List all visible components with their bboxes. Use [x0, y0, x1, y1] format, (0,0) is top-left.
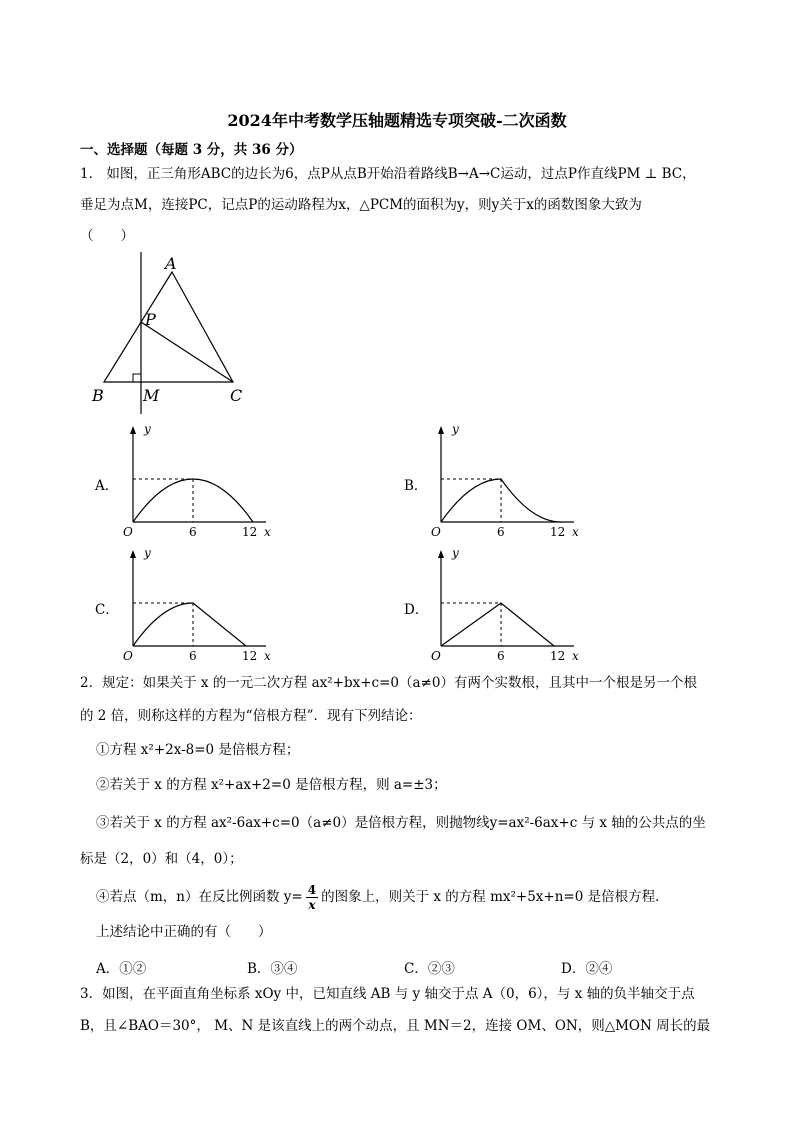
graph-a-y-label: y: [144, 422, 151, 436]
graph-c-x-label: x: [264, 649, 271, 663]
q2-option-a: A．①②: [96, 961, 147, 977]
graph-d: [424, 544, 584, 666]
graph-d-curve: [441, 603, 554, 646]
graph-a-option: A．: [95, 478, 119, 494]
segment-pc: [141, 322, 233, 382]
q2-statement-3b: 标是（2，0）和（4，0）；: [80, 851, 243, 867]
q2-statement-4: [96, 880, 669, 914]
graph-a-tick-12: 12: [242, 525, 258, 539]
section-heading: 一、选择题（每题 3 分，共 36 分）: [80, 142, 303, 158]
right-angle-mark: [133, 374, 141, 382]
q2-option-c: C．②③: [404, 961, 455, 977]
q2-line-2: 的 2 倍，则称这样的方程为“倍根方程”．现有下列结论：: [80, 708, 422, 724]
graph-c-curve: [133, 603, 246, 646]
q2-statement-2: ②若关于 x 的方程 x²+ax+2=0 是倍根方程，则 a=±3；: [96, 777, 447, 793]
fraction-4-over-x: [306, 883, 318, 913]
graph-d-tick-6: 6: [497, 649, 505, 663]
graph-c-origin: O: [123, 649, 133, 663]
fraction-numerator: 4: [307, 882, 317, 897]
q2-ask: 上述结论中正确的有（ ）: [96, 924, 272, 940]
label-p: P: [145, 310, 156, 329]
q2-option-d: D．②④: [561, 961, 613, 977]
q2-option-b: B．③④: [247, 961, 298, 977]
label-b: B: [92, 386, 104, 405]
graph-b-option: B．: [404, 478, 428, 494]
graph-a-origin: O: [123, 525, 133, 539]
q2-statement-4-post: 的图象上，则关于 x 的方程 mx²+5x+n=0 是倍根方程．: [321, 889, 669, 905]
graph-d-option: D．: [404, 602, 429, 618]
label-m: M: [143, 386, 160, 405]
graph-b-tick-12: 12: [550, 525, 566, 539]
label-c: C: [230, 386, 243, 405]
q1-text-1: 如图，正三角形ABC的边长为6，点P从点B开始沿着路线B→A→C运动，过点P作直线PM ⊥ BC，: [106, 166, 696, 182]
triangle-abc: [104, 272, 233, 382]
graph-d-origin: O: [431, 649, 441, 663]
graph-a: [116, 420, 276, 542]
graph-b-y-label: y: [452, 422, 459, 436]
q1-line-2: 垂足为点M，连接PC，记点P的运动路程为x，△PCM的面积为y，则y关于x的函数图象大致为: [80, 197, 642, 213]
q1-number: 1．: [80, 166, 103, 182]
graph-a-x-label: x: [264, 525, 271, 539]
graph-d-y-label: y: [452, 546, 459, 560]
graph-c-tick-12: 12: [242, 649, 258, 663]
q1-line-3: （ ）: [80, 228, 134, 244]
q2-statement-3a: ③若关于 x 的方程 ax²-6ax+c=0（a≠0）是倍根方程，则抛物线y=ax²-6ax+c 与 x 轴的公共点的坐: [96, 815, 706, 831]
q3-line-2: B，且∠BAO＝30°， M、N 是该直线上的两个动点，且 MN＝2，连接 OM、ON，则△MON 周长的最: [80, 1018, 711, 1034]
graph-b-origin: O: [431, 525, 441, 539]
graph-c-tick-6: 6: [189, 649, 197, 663]
graph-b-tick-6: 6: [497, 525, 505, 539]
graph-c: [116, 544, 276, 666]
graph-d-x-label: x: [572, 649, 579, 663]
label-a: A: [165, 254, 177, 273]
fraction-denominator: x: [308, 898, 316, 912]
graph-b: [424, 420, 584, 542]
graph-c-y-label: y: [144, 546, 151, 560]
triangle-figure: [88, 252, 258, 417]
graph-d-tick-12: 12: [550, 649, 566, 663]
q1-line-1: [80, 168, 696, 182]
graph-b-x-label: x: [572, 525, 579, 539]
graph-a-tick-6: 6: [189, 525, 197, 539]
page-title: 2024年中考数学压轴题精选专项突破-二次函数: [227, 111, 567, 130]
q2-statement-4-pre: ④若点（m，n）在反比例函数 y=: [96, 889, 303, 905]
q2-statement-1: ①方程 x²+2x-8=0 是倍根方程；: [96, 742, 300, 758]
graph-c-option: C．: [95, 602, 119, 618]
q3-line-1: 3．如图，在平面直角坐标系 xOy 中，已知直线 AB 与 y 轴交于点 A（0，6），与 x 轴的负半轴交于点: [80, 986, 695, 1002]
q2-line-1: 2．规定：如果关于 x 的一元二次方程 ax²+bx+c=0（a≠0）有两个实数根，且其中一个根是另一个根: [80, 675, 697, 691]
